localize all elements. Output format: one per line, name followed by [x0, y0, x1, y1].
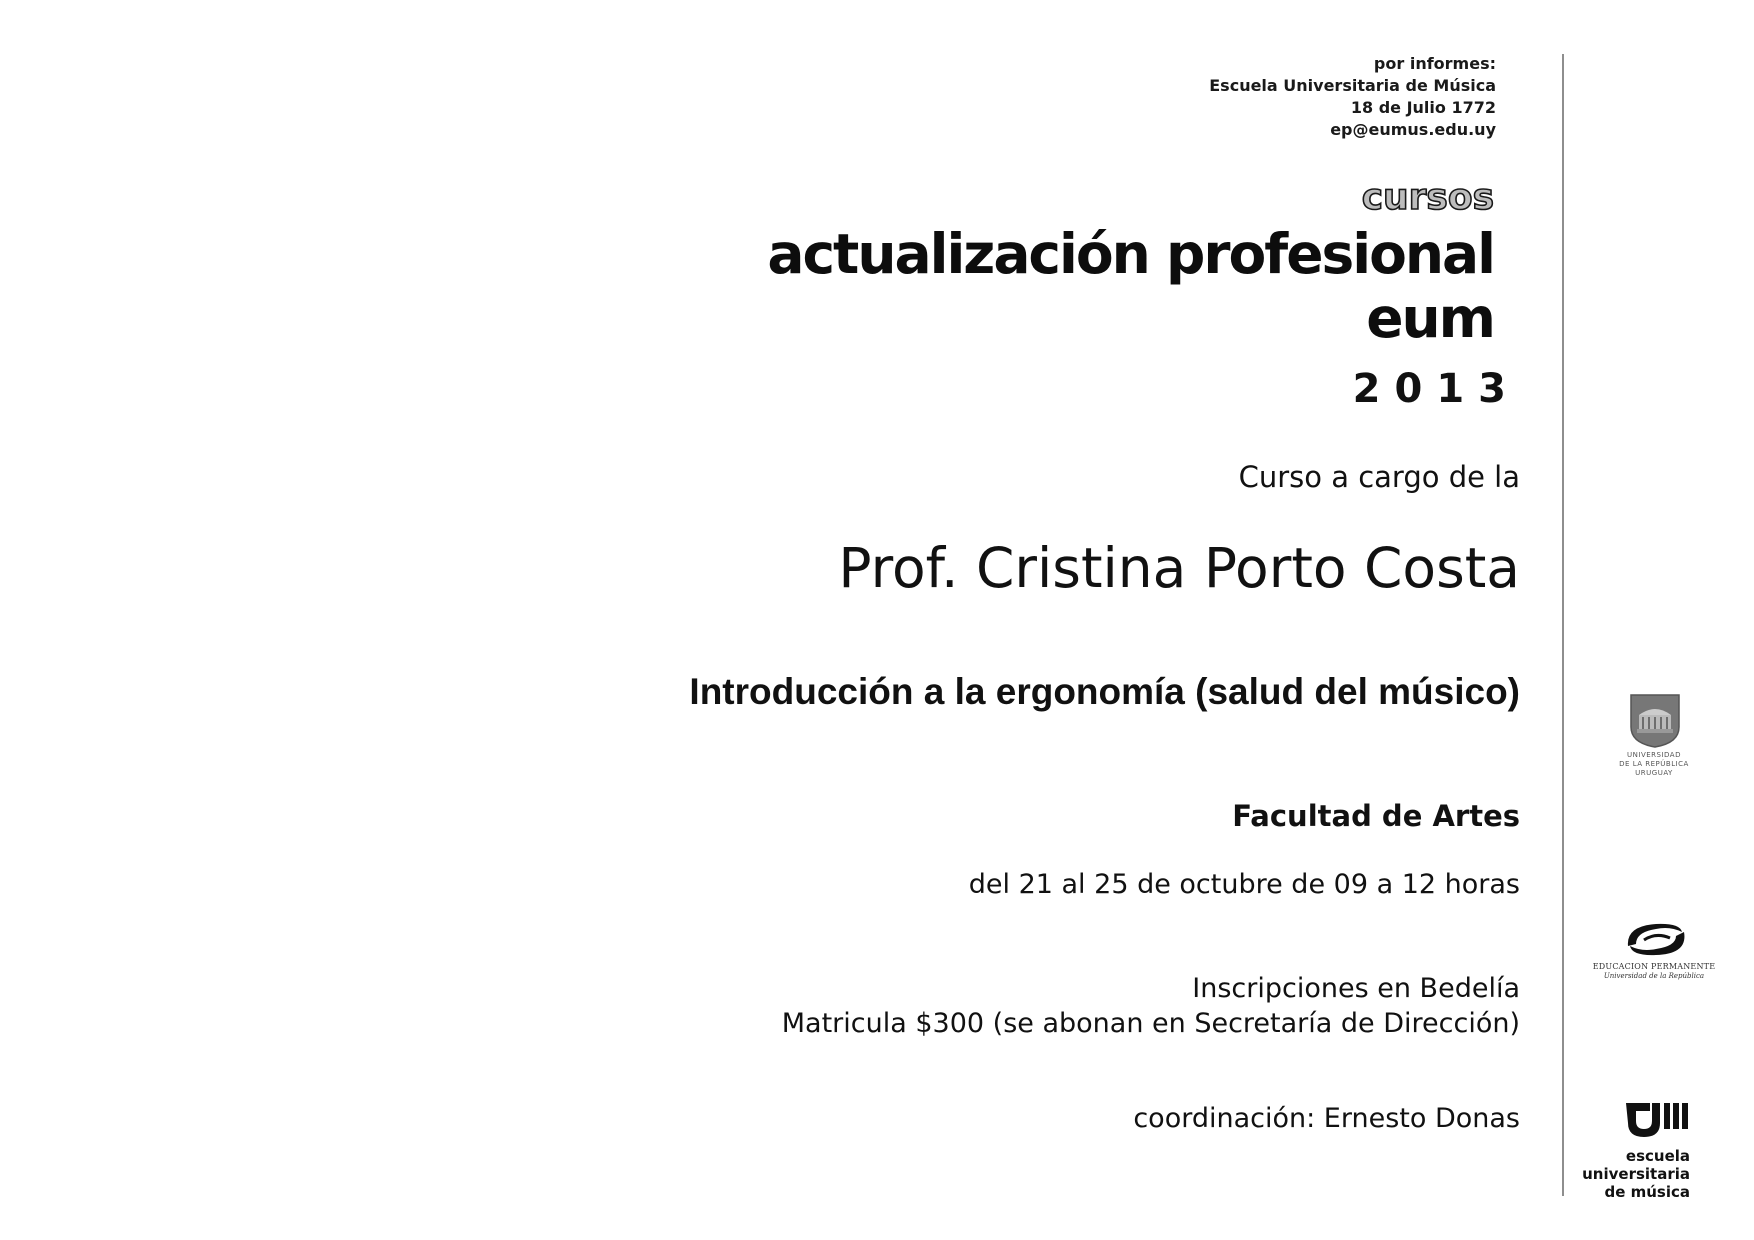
teacher-name: Prof. Cristina Porto Costa [838, 536, 1520, 600]
venue: Facultad de Artes [1232, 799, 1520, 833]
cursos-label: cursos [1361, 177, 1494, 218]
contact-institution: Escuela Universitaria de Música [1209, 76, 1496, 95]
udelar-logo-line-3: URUGUAY [1635, 769, 1673, 777]
fee-info: Matricula $300 (se abonan en Secretaría de Dirección) [781, 1008, 1520, 1039]
course-intro: Curso a cargo de la [1238, 460, 1520, 494]
title-line-2: eum [1366, 286, 1494, 350]
eum-logo-line-2: universitaria [1582, 1165, 1690, 1183]
educacion-permanente-line-2: Universidad de la República [1603, 972, 1705, 980]
course-dates: del 21 al 25 de octubre de 09 a 12 horas [968, 869, 1520, 900]
educacion-permanente-line-1: EDUCACION PERMANENTE [1592, 962, 1716, 971]
udelar-logo-line-1: UNIVERSIDAD [1627, 751, 1681, 759]
registration-info: Inscripciones en Bedelía [1192, 973, 1520, 1004]
contact-address: 18 de Julio 1772 [1350, 98, 1496, 117]
udelar-logo-line-2: DE LA REPÚBLICA [1619, 760, 1689, 768]
vertical-divider [1562, 54, 1564, 1196]
title-line-1: actualización profesional [767, 222, 1494, 286]
udelar-logo [1604, 693, 1704, 785]
year: 2013 [1352, 366, 1520, 412]
eum-monogram-icon [1624, 1099, 1690, 1141]
coordination: coordinación: Ernesto Donas [1133, 1103, 1520, 1134]
contact-heading: por informes: [1373, 54, 1496, 73]
course-topic: Introducción a la ergonomía (salud del músico) [689, 671, 1520, 712]
educacion-permanente-swirl-icon [1620, 918, 1692, 960]
university-shield-icon [1629, 693, 1681, 749]
eum-logo [1582, 1099, 1706, 1201]
eum-logo-line-3: de música [1604, 1183, 1690, 1201]
educacion-permanente-logo [1592, 918, 1716, 980]
eum-logo-line-1: escuela [1625, 1147, 1690, 1165]
contact-email: ep@eumus.edu.uy [1330, 120, 1496, 139]
